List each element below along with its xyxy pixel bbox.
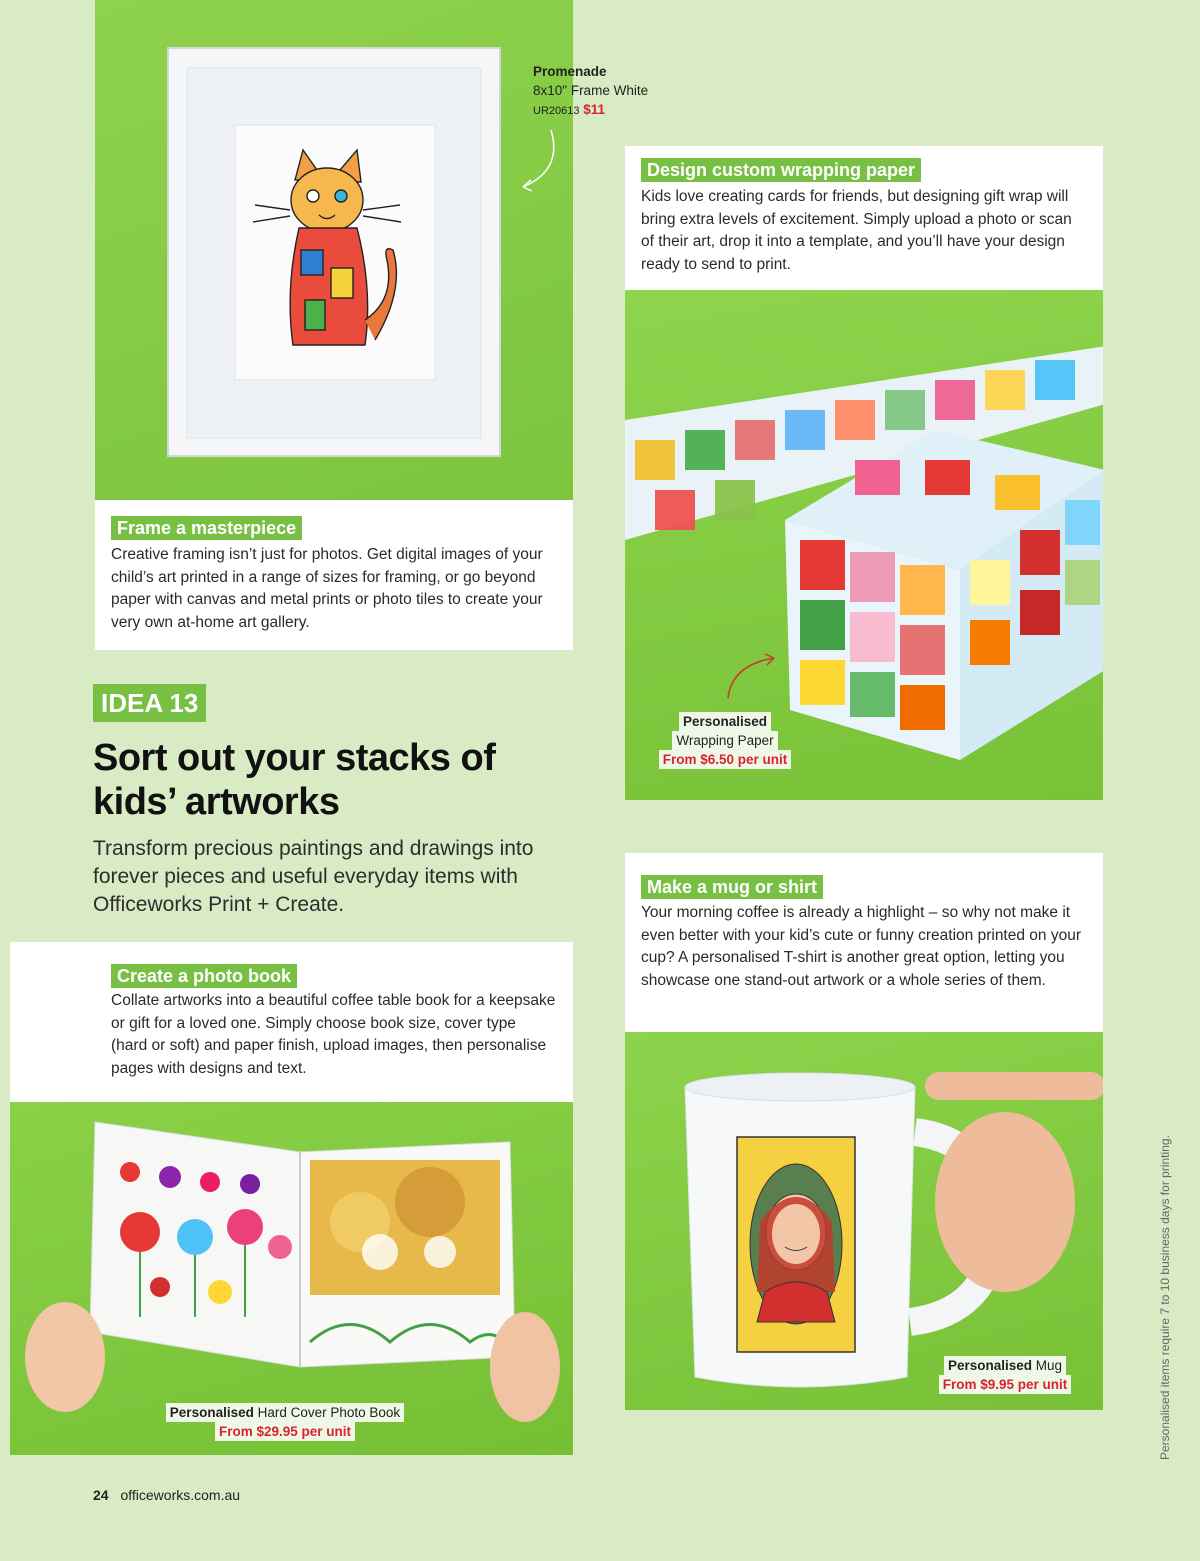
idea-tag-number: 13 (169, 688, 199, 718)
side-note: Personalised items require 7 to 10 business days for printing. (1158, 1135, 1172, 1460)
mug-product-brand: Personalised (947, 1358, 1032, 1373)
mug-product-name: Mug (1035, 1358, 1063, 1373)
frame-illustration (95, 0, 573, 500)
wrap-heading: Design custom wrapping paper (641, 158, 921, 182)
idea-tag (93, 684, 206, 722)
frame-product-price: $11 (583, 102, 606, 117)
frame-product-name: 8x10" Frame White (533, 83, 649, 98)
frame-body: Creative framing isn’t just for photos. Get digital images of your child’s art printed in a range of sizes for framing, or go beyond paper with canvas and metal prints or photo tiles to create your very own at-home art gallery. (111, 546, 543, 631)
footer (93, 1487, 240, 1503)
pointer-arrow-icon (722, 650, 782, 700)
wrap-product-name: Wrapping Paper (672, 731, 777, 750)
book-product-label (150, 1403, 420, 1441)
mug-illustration (625, 1032, 1103, 1410)
mug-product-price: From $9.95 per unit (939, 1375, 1072, 1394)
book-product-name: Hard Cover Photo Book (257, 1405, 401, 1420)
page-number: 24 (93, 1487, 109, 1503)
wrap-product-price: From $6.50 per unit (659, 750, 792, 769)
idea-intro: Transform precious paintings and drawings into forever pieces and useful everyday items with Officeworks Print + Create. (93, 837, 534, 916)
idea-tag-word: IDEA (101, 688, 163, 718)
wrap-body: Kids love creating cards for friends, but designing gift wrap will bring extra levels of excitement. Simply upload a photo or scan of their art, drop it into a template, and you’ll have your design ready to send to print. (641, 188, 1072, 273)
book-card (10, 942, 573, 1102)
frame-photo (95, 0, 573, 500)
idea-title: Sort out your stacks of kids’ artworks (93, 737, 496, 823)
book-product-brand: Personalised (169, 1405, 254, 1420)
frame-card (95, 500, 573, 650)
mug-body: Your morning coffee is already a highlight – so why not make it even better with your kid’s cute or funny creation printed on your cup? A personalised T-shirt is another great option, letting you showcase one stand-out artwork or a whole series of them. (641, 904, 1081, 989)
frame-product-code: UR20613 (533, 105, 580, 117)
mug-photo (625, 1032, 1103, 1410)
frame-product-label (533, 62, 648, 121)
book-product-price: From $29.95 per unit (215, 1422, 355, 1441)
wrap-card (625, 146, 1103, 292)
wrap-product-brand: Personalised (679, 712, 771, 731)
frame-heading: Frame a masterpiece (111, 516, 302, 540)
book-heading: Create a photo book (111, 964, 297, 988)
mug-product-label (935, 1356, 1075, 1394)
wrap-product-label (640, 712, 810, 769)
frame-product-brand: Promenade (533, 64, 607, 79)
mug-heading: Make a mug or shirt (641, 875, 823, 899)
mug-card (625, 853, 1103, 1033)
pointer-arrow-icon (515, 125, 575, 205)
footer-site: officeworks.com.au (120, 1487, 241, 1503)
book-body: Collate artworks into a beautiful coffee table book for a keepsake or gift for a loved one. Simply choose book size, cover type (hard or soft) and paper finish, upload images, then personalise pages with designs and text. (111, 992, 556, 1077)
